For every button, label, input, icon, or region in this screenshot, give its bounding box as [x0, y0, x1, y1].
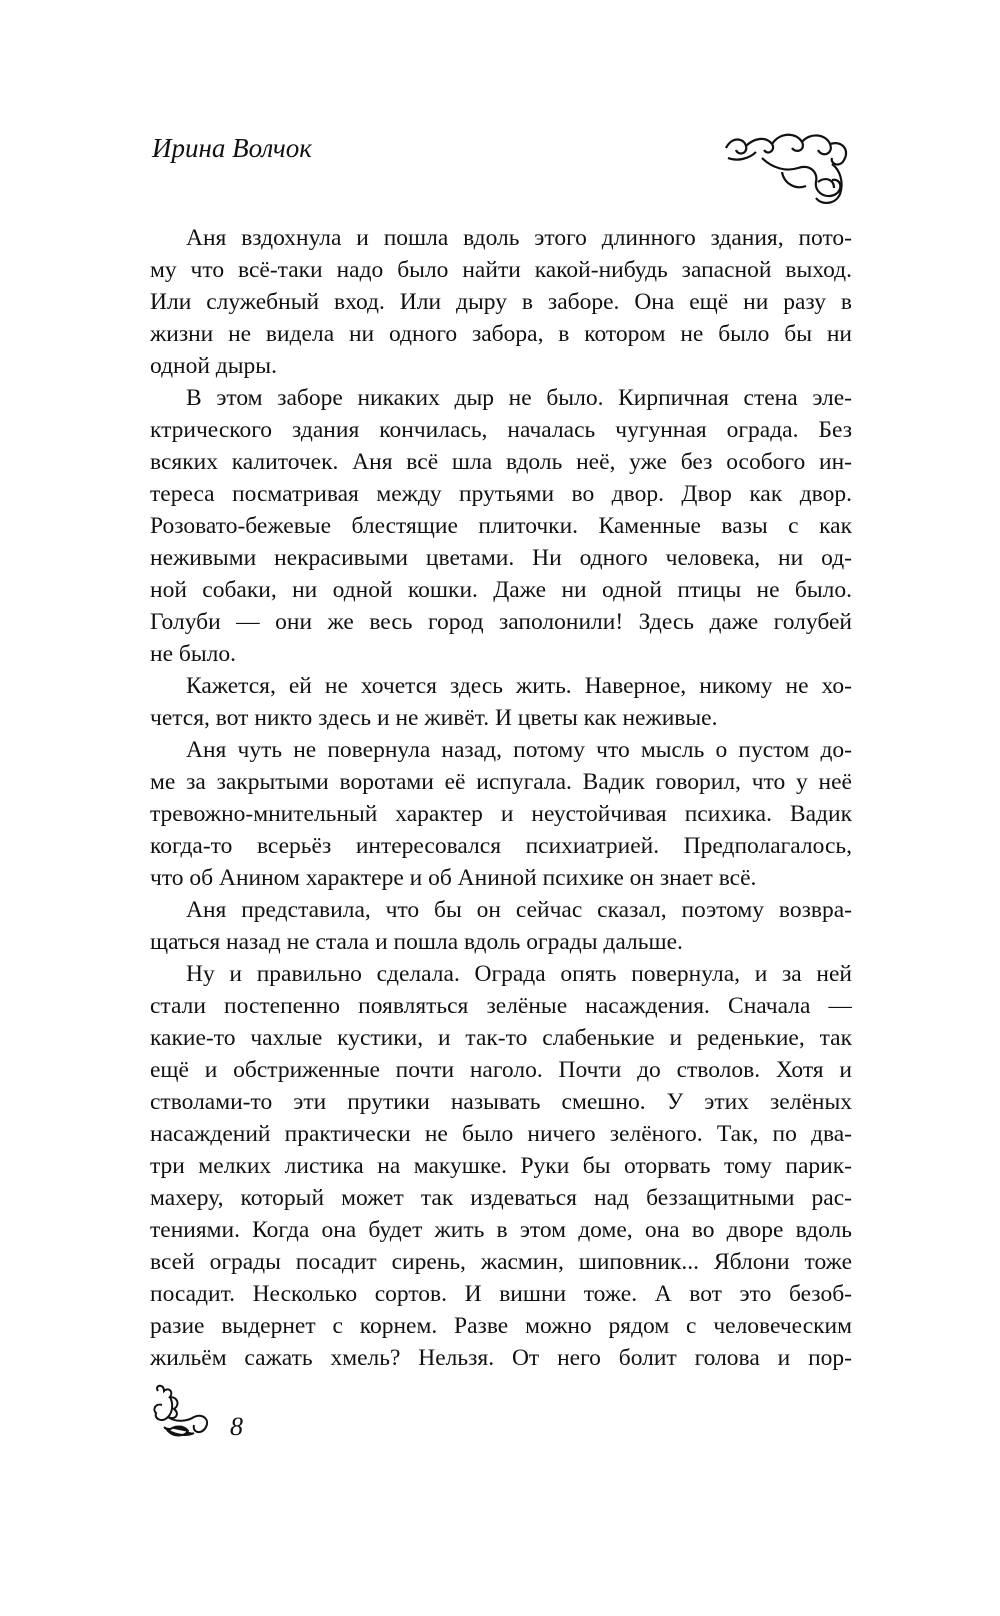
text-line: му что всё-таки надо было найти какой-нибудь запасной выход.	[150, 257, 852, 283]
page-number: 8	[230, 1412, 243, 1441]
text-line: что об Анином характере и об Аниной психике он знает всё.	[150, 865, 757, 891]
text-line: три мелких листика на макушке. Руки бы оторвать тому парик-	[150, 1153, 852, 1179]
text-line: разие выдернет с корнем. Разве можно рядом с человеческим	[150, 1313, 852, 1339]
text-line: тревожно-мнительный характер и неустойчивая психика. Вадик	[150, 801, 852, 827]
text-line: Аня чуть не повернула назад, потому что мысль о пустом до-	[186, 737, 852, 763]
text-line: жильём сажать хмель? Нельзя. От него болит голова и пор-	[150, 1345, 852, 1371]
text-line: махеру, который может так издеваться над беззащитными рас-	[150, 1185, 852, 1211]
text-line: насаждений практически не было ничего зелёного. Так, по два-	[150, 1121, 852, 1147]
ornament-header-icon	[722, 128, 852, 208]
text-line: Голуби — они же весь город заполонили! Здесь даже голубей	[150, 609, 852, 635]
text-line: ещё и обстриженные почти наголо. Почти до стволов. Хотя и	[150, 1057, 852, 1083]
ornament-footer-icon	[150, 1383, 212, 1445]
text-line: всей ограды посадит сирень, жасмин, шиповник... Яблони тоже	[150, 1249, 852, 1275]
text-line: Или служебный вход. Или дыру в заборе. Она ещё ни разу в	[150, 289, 852, 315]
text-line: чется, вот никто здесь и не живёт. И цветы как неживые.	[150, 705, 718, 731]
text-line: Аня вздохнула и пошла вдоль этого длинного здания, пото-	[186, 225, 852, 251]
text-line: Кажется, ей не хочется здесь жить. Наверное, никому не хо-	[186, 673, 852, 699]
running-header-author: Ирина Волчок	[152, 133, 312, 163]
text-line: одной дыры.	[150, 353, 277, 379]
text-line: какие-то чахлые кустики, и так-то слабенькие и реденькие, так	[150, 1025, 852, 1051]
text-line: стали постепенно появляться зелёные насаждения. Сначала —	[150, 993, 852, 1019]
text-line: ме за закрытыми воротами её испугала. Вадик говорил, что у неё	[150, 769, 852, 795]
text-line: Ну и правильно сделала. Ограда опять повернула, и за ней	[186, 961, 852, 987]
text-line: когда-то всерьёз интересовался психиатрией. Предполагалось,	[150, 833, 852, 859]
text-line: Аня представила, что бы он сейчас сказал, поэтому возвра-	[186, 897, 852, 923]
text-line: жизни не видела ни одного забора, в котором не было бы ни	[150, 321, 852, 347]
text-line: В этом заборе никаких дыр не было. Кирпичная стена эле-	[186, 385, 852, 411]
book-text-body	[150, 222, 852, 1374]
text-line: щаться назад не стала и пошла вдоль ограды дальше.	[150, 929, 683, 955]
text-line: всяких калиточек. Аня всё шла вдоль неё, уже без особого ин-	[150, 449, 852, 475]
text-line: Розовато-бежевые блестящие плиточки. Каменные вазы с как	[150, 513, 852, 539]
text-line: стволами-то эти прутики называть смешно. У этих зелёных	[150, 1089, 852, 1115]
text-line: не было.	[150, 641, 236, 667]
text-line: посадит. Несколько сортов. И вишни тоже. А вот это безоб-	[150, 1281, 852, 1307]
text-line: неживыми некрасивыми цветами. Ни одного человека, ни од-	[150, 545, 852, 571]
text-line: тениями. Когда она будет жить в этом доме, она во дворе вдоль	[150, 1217, 852, 1243]
text-line: тереса посматривая между прутьями во двор. Двор как двор.	[150, 481, 852, 507]
text-line: ктрического здания кончилась, началась чугунная ограда. Без	[150, 417, 852, 443]
text-line: ной собаки, ни одной кошки. Даже ни одной птицы не было.	[150, 577, 852, 603]
